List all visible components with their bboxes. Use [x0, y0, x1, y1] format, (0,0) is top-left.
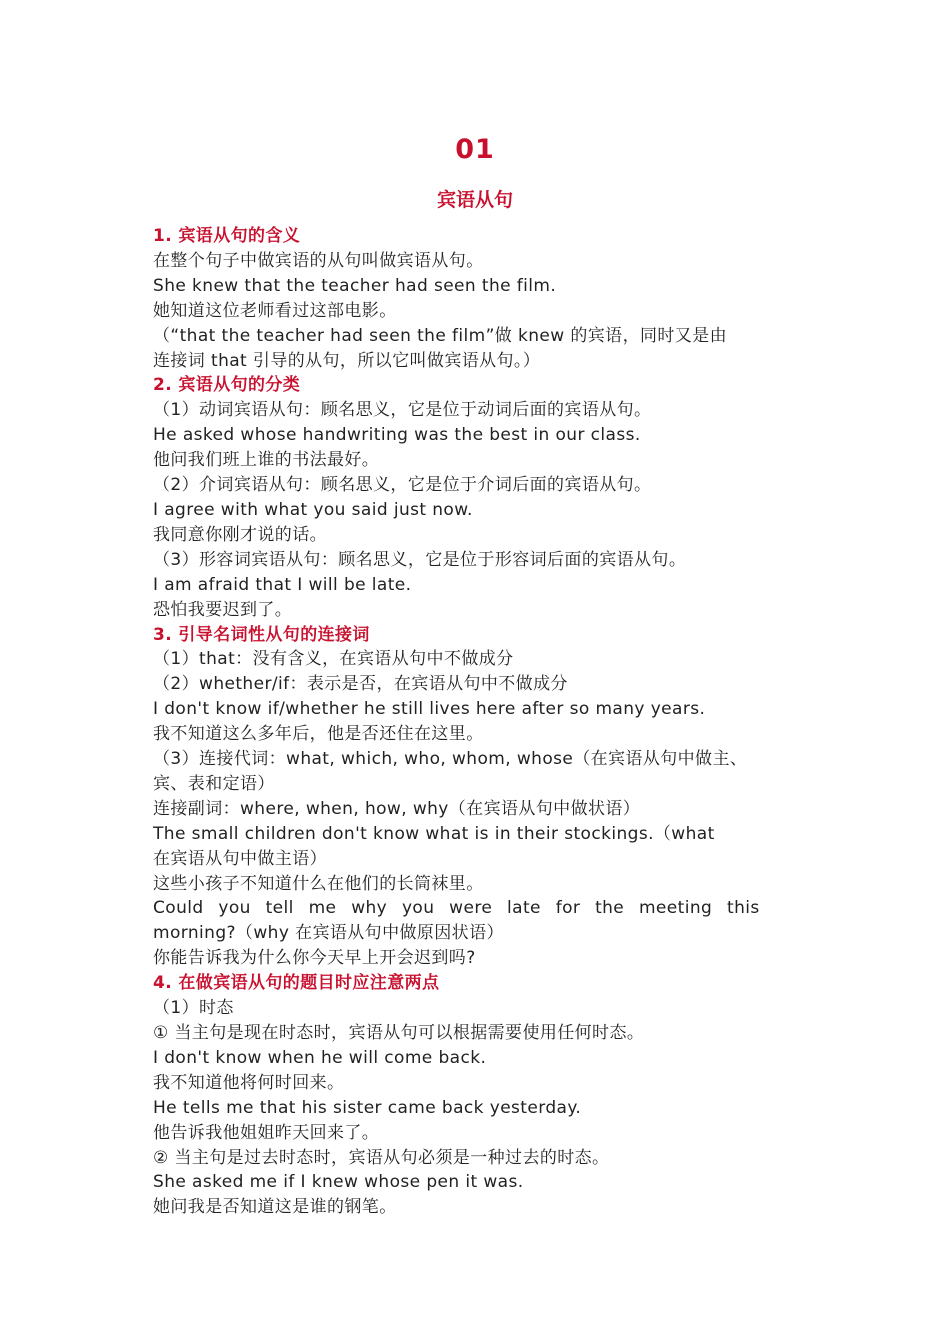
- text-line: （2）whether/if：表示是否，在宾语从句中不做成分: [153, 674, 568, 695]
- text-line: （1）动词宾语从句：顾名思义，它是位于动词后面的宾语从句。: [153, 400, 652, 421]
- text-line: 我不知道他将何时回来。: [153, 1072, 345, 1093]
- text-line: 连接词 that 引导的从句，所以它叫做宾语从句。）: [153, 350, 541, 371]
- text-line: 连接副词：where, when, how, why（在宾语从句中做状语）: [153, 798, 641, 819]
- text-line: 恐怕我要迟到了。: [153, 599, 293, 620]
- text-line: 她知道这位老师看过这部电影。: [153, 300, 397, 321]
- section-heading: 1. 宾语从句的含义: [153, 226, 301, 246]
- text-line: 在整个句子中做宾语的从句叫做宾语从句。: [153, 250, 484, 271]
- text-line: （1）时态: [153, 998, 234, 1019]
- text-line: ② 当主句是过去时态时，宾语从句必须是一种过去的时态。: [153, 1147, 610, 1168]
- text-line: morning?（why 在宾语从句中做原因状语）: [153, 923, 504, 944]
- section-heading: 2. 宾语从句的分类: [153, 375, 301, 396]
- section-title: 宾语从句: [436, 189, 513, 211]
- text-line: ① 当主句是现在时态时，宾语从句可以根据需要使用任何时态。: [153, 1023, 645, 1043]
- text-line: I agree with what you said just now.: [153, 499, 473, 520]
- document-body: [153, 224, 798, 1220]
- text-line: （2）介词宾语从句：顾名思义，它是位于介词后面的宾语从句。: [153, 475, 652, 496]
- text-line: He tells me that his sister came back yesterday.: [153, 1097, 582, 1118]
- text-line: 我同意你刚才说的话。: [153, 524, 327, 545]
- text-line: 他问我们班上谁的书法最好。: [153, 450, 380, 471]
- section-number: 01: [455, 134, 495, 165]
- text-line: She asked me if I knew whose pen it was.: [153, 1172, 524, 1193]
- text-line: I don't know when he will come back.: [153, 1047, 487, 1068]
- text-line: Could you tell me why you were late for the meeting this: [153, 898, 760, 919]
- text-line: （3）形容词宾语从句：顾名思义，它是位于形容词后面的宾语从句。: [153, 549, 687, 570]
- text-line: He asked whose handwriting was the best in our class.: [153, 425, 641, 446]
- section-heading: 4. 在做宾语从句的题目时应注意两点: [153, 973, 440, 994]
- text-line: 我不知道这么多年后，他是否还住在这里。: [153, 724, 484, 745]
- text-line: 她问我是否知道这是谁的钢笔。: [153, 1197, 397, 1218]
- text-line: 宾、表和定语）: [153, 773, 275, 794]
- text-line: 你能告诉我为什么你今天早上开会迟到吗?: [153, 948, 476, 969]
- text-line: She knew that the teacher had seen the film.: [153, 275, 557, 296]
- text-line: 在宾语从句中做主语）: [153, 848, 327, 869]
- text-line: I am afraid that I will be late.: [153, 574, 412, 595]
- text-line: （3）连接代词：what, which, who, whom, whose（在宾语从句中做主、: [153, 749, 748, 770]
- text-line: （“that the teacher had seen the film”做 knew 的宾语，同时又是由: [153, 325, 727, 346]
- section-heading: 3. 引导名词性从句的连接词: [153, 624, 370, 645]
- text-line: （1）that：没有含义，在宾语从句中不做成分: [153, 649, 514, 670]
- text-line: The small children don't know what is in their stockings.（what: [153, 823, 715, 844]
- text-line: 他告诉我他姐姐昨天回来了。: [153, 1122, 380, 1143]
- text-line: 这些小孩子不知道什么在他们的长筒袜里。: [153, 873, 484, 894]
- text-line: I don't know if/whether he still lives here after so many years.: [153, 699, 706, 720]
